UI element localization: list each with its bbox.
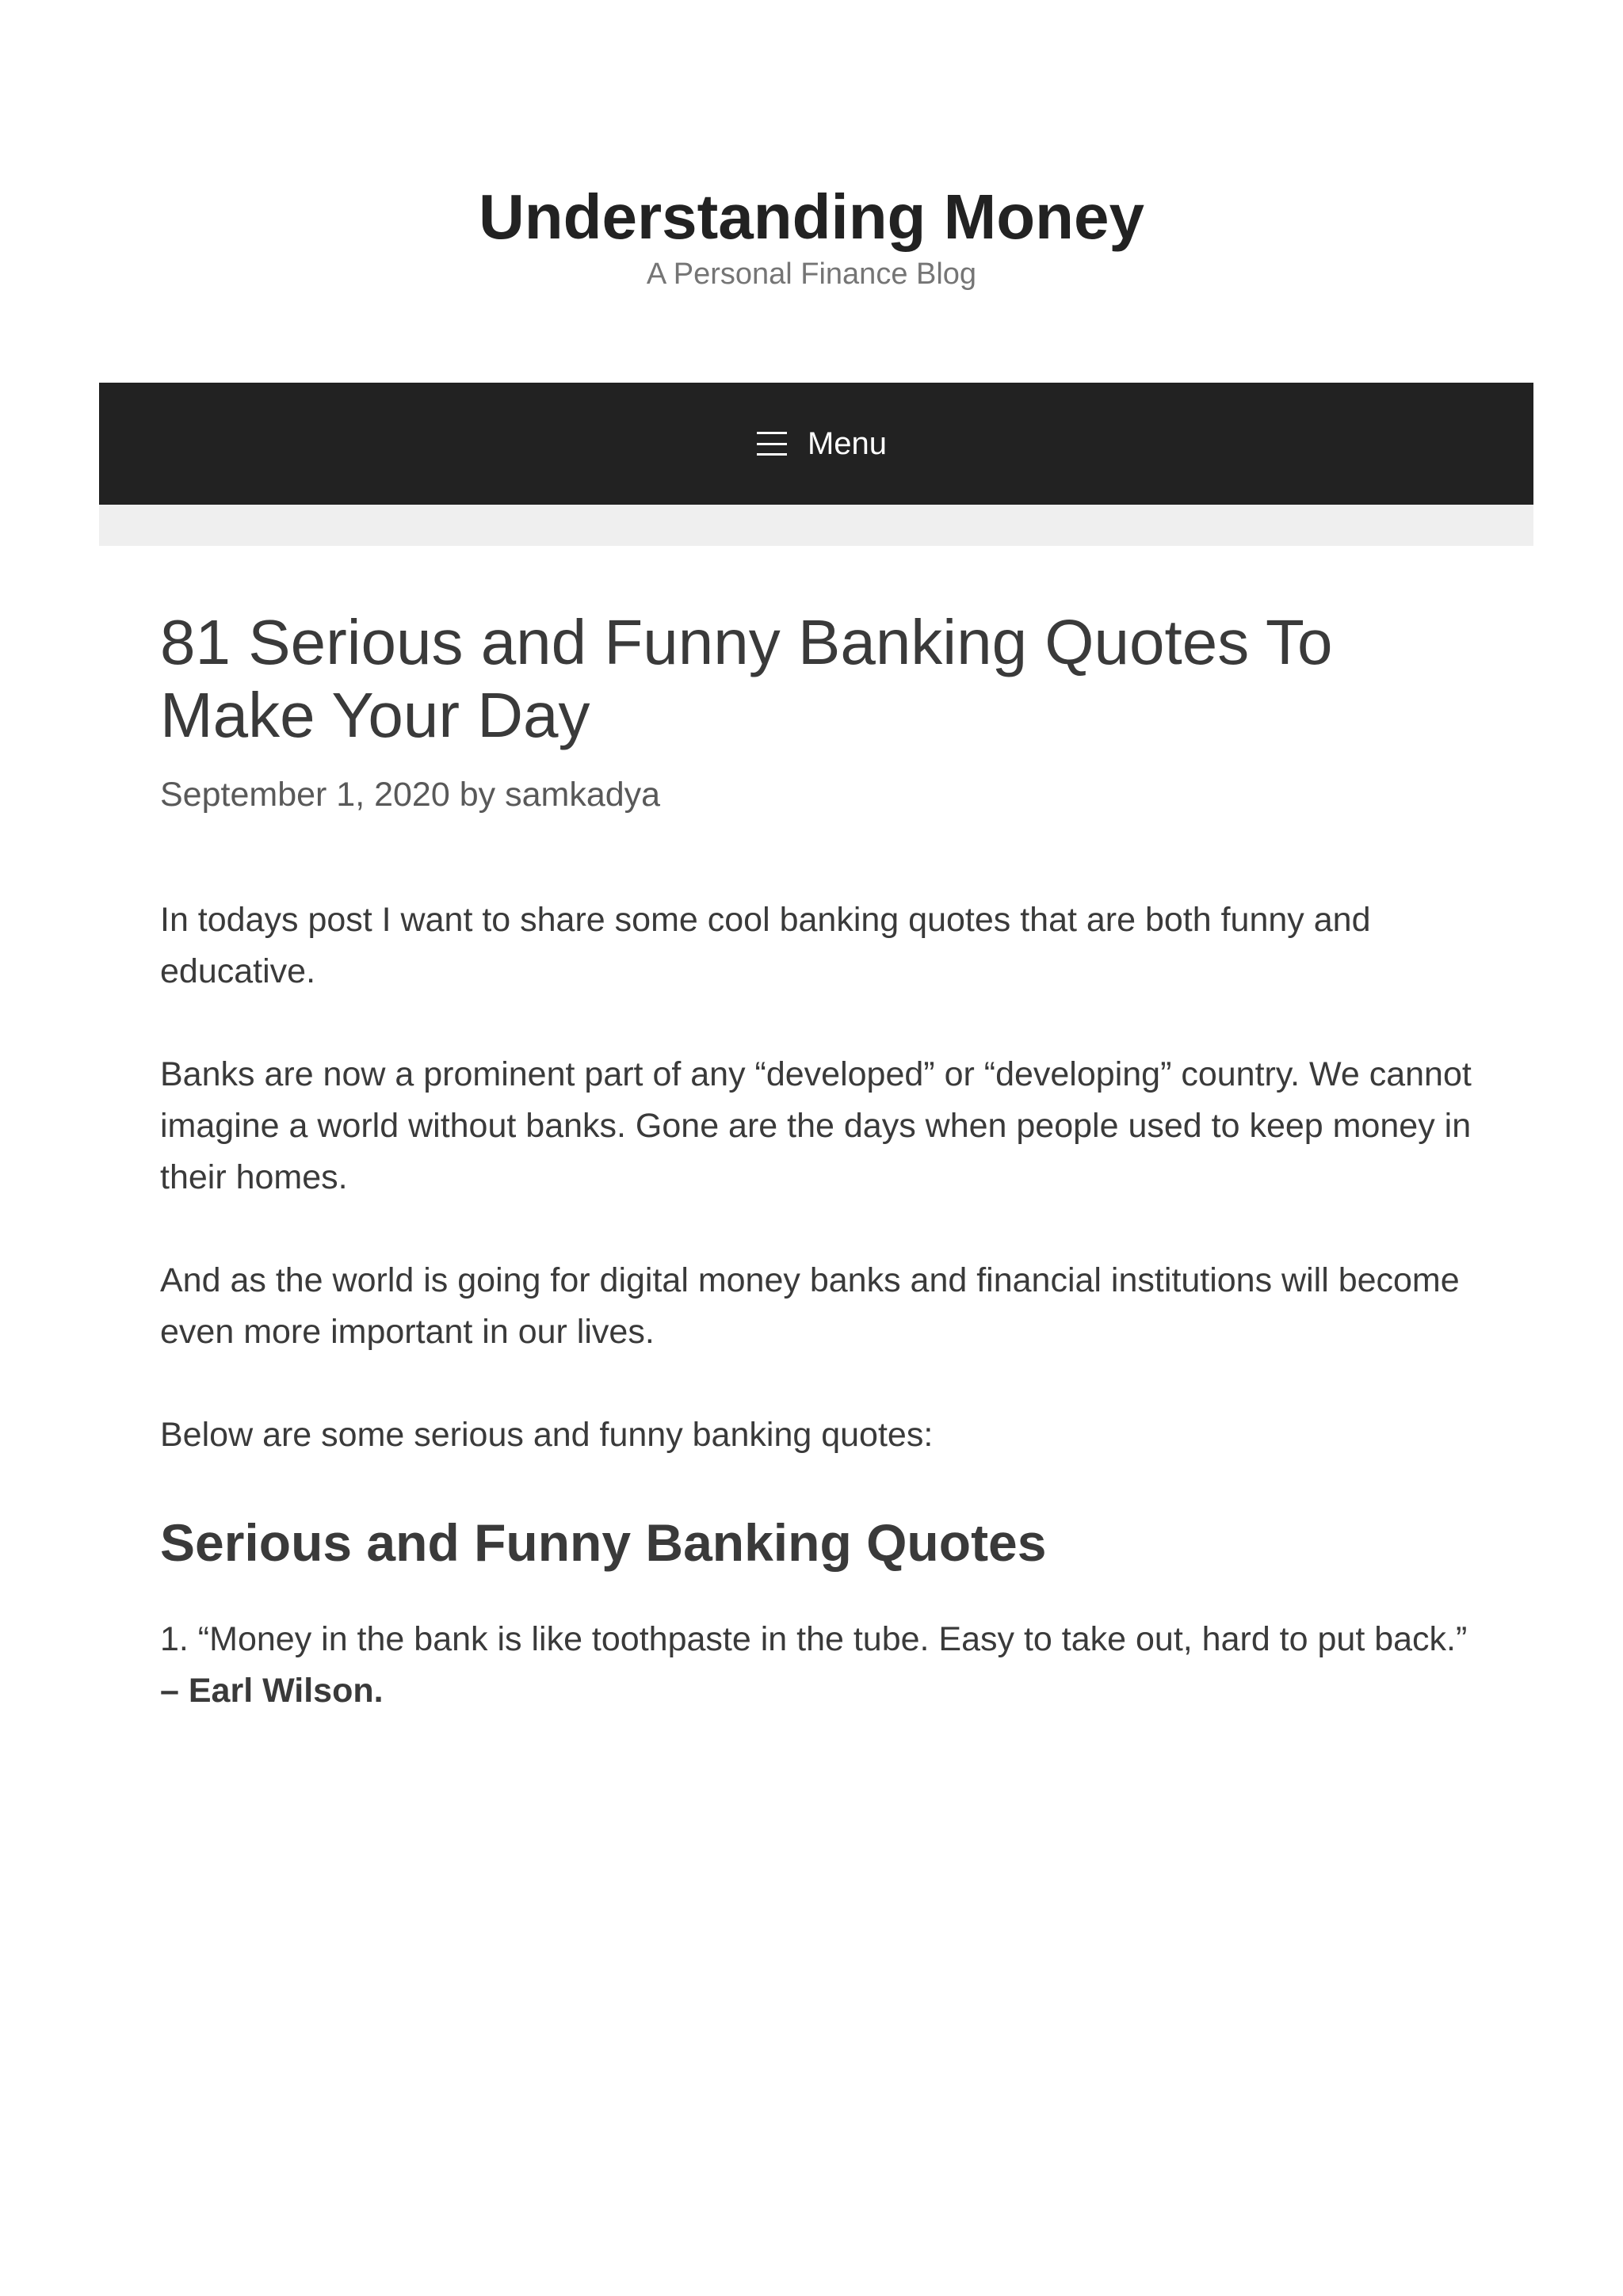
header-divider-strip xyxy=(99,505,1533,546)
paragraph-digital: And as the world is going for digital money banks and financial institutions will become even more important in our lives. xyxy=(160,1261,1460,1351)
article xyxy=(160,606,1476,1768)
quote-item xyxy=(160,1614,1476,1717)
main-navigation xyxy=(99,383,1533,505)
site-header xyxy=(0,0,1623,292)
article-content xyxy=(160,894,1476,1717)
author-link[interactable]: samkadya xyxy=(505,776,661,814)
site-title[interactable]: Understanding Money xyxy=(478,181,1145,252)
hamburger-icon xyxy=(757,432,787,456)
paragraph-banks: Banks are now a prominent part of any “developed” or “developing” country. We cannot imagine a world without banks. Gone are the days when people used to keep money in their homes. xyxy=(160,1055,1472,1196)
menu-toggle-button[interactable] xyxy=(757,426,887,462)
site-tagline: A Personal Finance Blog xyxy=(646,257,977,291)
quote-author: – Earl Wilson. xyxy=(160,1672,384,1710)
menu-label: Menu xyxy=(807,425,888,461)
article-meta xyxy=(160,774,1476,815)
quote-text: 1. “Money in the bank is like toothpaste in the tube. Easy to take out, hard to put back.” xyxy=(160,1620,1468,1658)
byline-by: by xyxy=(459,776,506,814)
post-date-link[interactable]: September 1, 2020 xyxy=(160,776,450,814)
paragraph-intro: In todays post I want to share some cool banking quotes that are both funny and educative. xyxy=(160,901,1371,990)
article-title: 81 Serious and Funny Banking Quotes To Make Your Day xyxy=(160,607,1333,750)
section-heading: Serious and Funny Banking Quotes xyxy=(160,1513,1047,1572)
paragraph-below: Below are some serious and funny banking quotes: xyxy=(160,1416,934,1454)
